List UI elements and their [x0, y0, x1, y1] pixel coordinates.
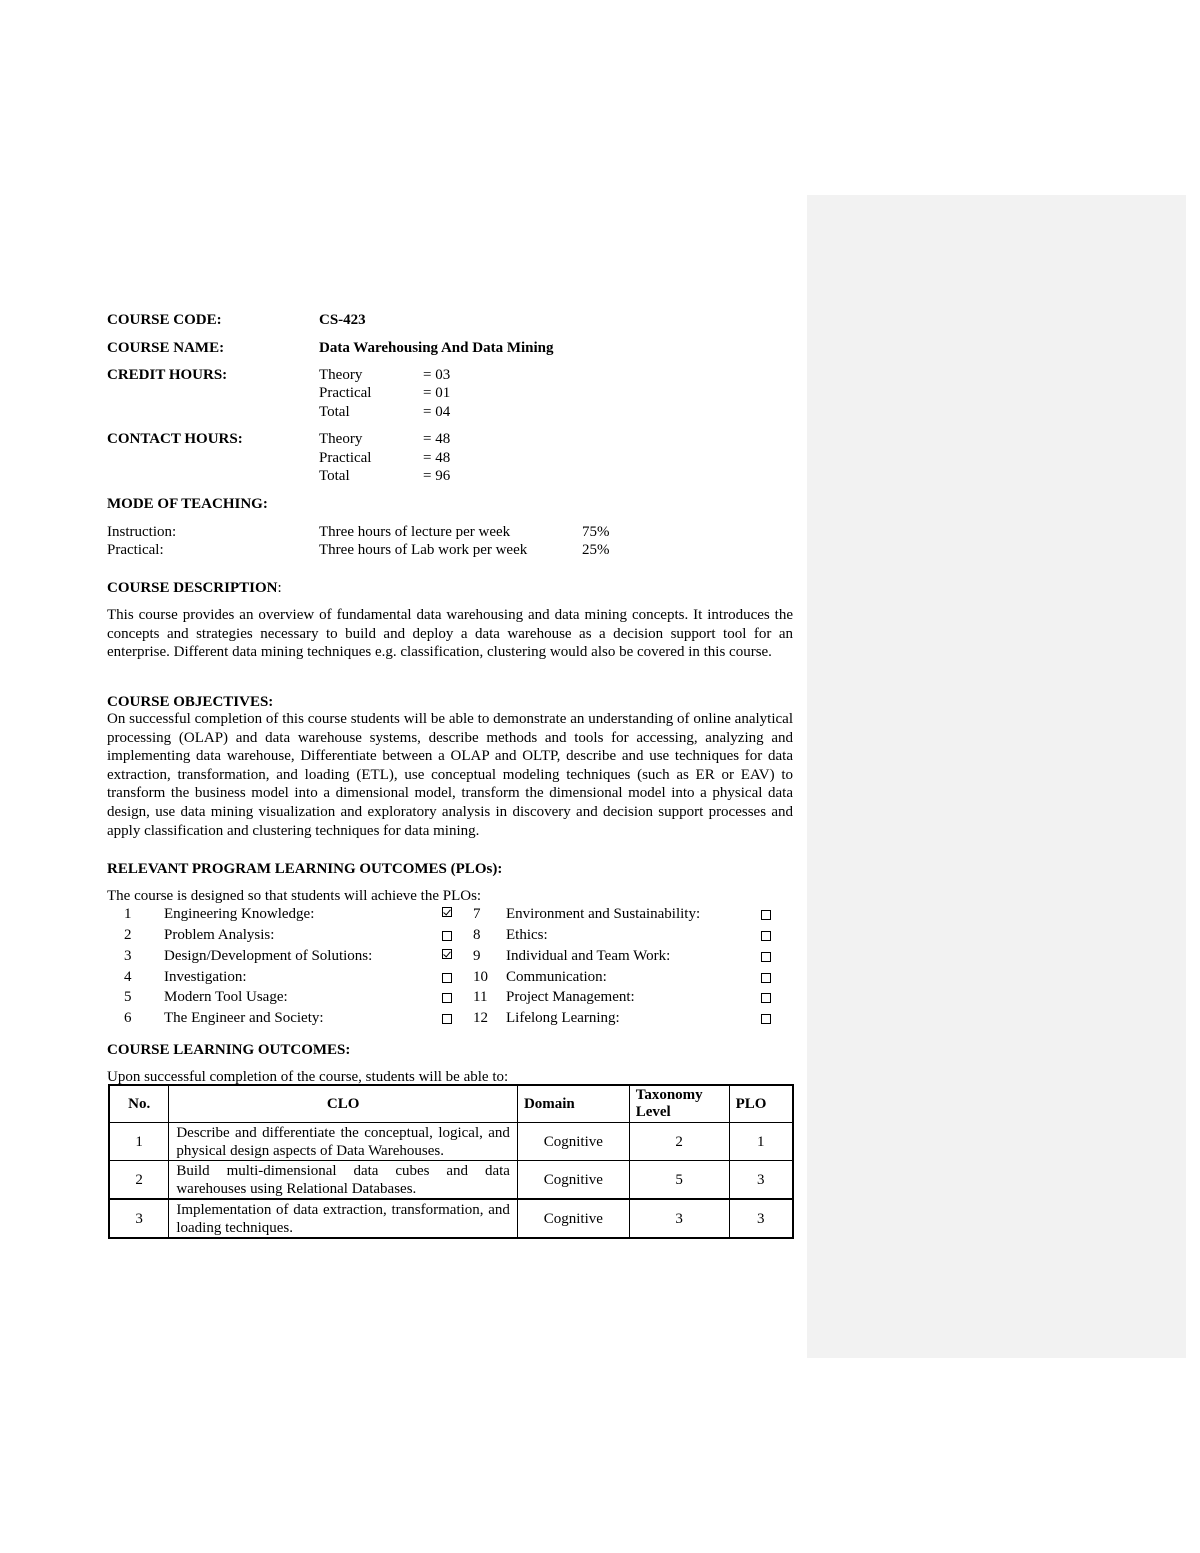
clo-plo: 3	[729, 1161, 793, 1200]
plo-label: Design/Development of Solutions:	[164, 948, 373, 964]
plo-8-checkbox[interactable]	[761, 931, 771, 941]
clo-text: Implementation of data extraction, transformation, and loading techniques.	[169, 1199, 518, 1238]
contact-total-value: = 96	[423, 468, 451, 484]
clo-domain: Cognitive	[517, 1123, 629, 1161]
clo-no: 1	[109, 1123, 169, 1161]
course-name: Data Warehousing And Data Mining	[319, 340, 554, 356]
course-description-text: This course provides an overview of fundamental data warehousing and data mining concepts. It introduces the concepts and strategies necessary to build and deploy a data warehouse as a decision support tool for an enterprise. Different data mining techniques e.g. classification, clustering would also be covered in this course.	[107, 607, 793, 661]
plo-label: Engineering Knowledge:	[164, 906, 315, 922]
course-code-label: COURSE CODE:	[107, 312, 222, 328]
plo-number: 4	[124, 969, 132, 985]
course-objectives-label: COURSE OBJECTIVES:	[107, 694, 274, 710]
course-code: CS-423	[319, 312, 366, 328]
plo-number: 9	[473, 948, 481, 964]
mode-instruction-label: Instruction:	[107, 524, 177, 540]
plo-number: 3	[124, 948, 132, 964]
contact-theory-value: = 48	[423, 431, 451, 447]
col-header-no: No.	[109, 1085, 169, 1123]
course-description-label: COURSE DESCRIPTION	[107, 580, 278, 596]
plo-7-checkbox[interactable]	[761, 910, 771, 920]
plo-label: Environment and Sustainability:	[506, 906, 701, 922]
clos-label: COURSE LEARNING OUTCOMES:	[107, 1042, 351, 1058]
mode-practical-pct: 25%	[582, 542, 610, 558]
clo-text: Describe and differentiate the conceptual, logical, and physical design aspects of Data Warehouses.	[169, 1123, 518, 1161]
credit-total-value: = 04	[423, 404, 451, 420]
clo-no: 2	[109, 1161, 169, 1200]
clo-domain: Cognitive	[517, 1199, 629, 1238]
clo-table	[108, 1084, 794, 1239]
plo-10-checkbox[interactable]	[761, 973, 771, 983]
clo-domain: Cognitive	[517, 1161, 629, 1200]
contact-practical-label: Practical	[319, 450, 372, 466]
clo-plo: 3	[729, 1199, 793, 1238]
clos-intro: Upon successful completion of the course, students will be able to:	[107, 1069, 509, 1085]
contact-total-label: Total	[319, 468, 350, 484]
clo-no: 3	[109, 1199, 169, 1238]
credit-total-label: Total	[319, 404, 350, 420]
mode-practical-label: Practical:	[107, 542, 164, 558]
table-row	[109, 1199, 793, 1238]
mode-instruction-desc: Three hours of lecture per week	[319, 524, 511, 540]
plo-number: 1	[124, 906, 132, 922]
clo-table-header	[109, 1085, 793, 1123]
table-row	[109, 1123, 793, 1161]
clo-text: Build multi-dimensional data cubes and data warehouses using Relational Databases.	[169, 1161, 518, 1200]
credit-practical-value: = 01	[423, 385, 451, 401]
credit-hours-label: CREDIT HOURS:	[107, 367, 228, 383]
plo-label: Lifelong Learning:	[506, 1010, 620, 1026]
table-row	[109, 1161, 793, 1200]
plo-number: 8	[473, 927, 481, 943]
col-header-domain: Domain	[517, 1085, 629, 1123]
credit-theory-value: = 03	[423, 367, 451, 383]
contact-hours-label: CONTACT HOURS:	[107, 431, 243, 447]
plo-number: 11	[473, 989, 488, 1005]
comment-pane	[807, 195, 1186, 1358]
clo-taxonomy-level: 3	[629, 1199, 729, 1238]
col-header-taxonomy-level: Taxonomy Level	[629, 1085, 729, 1123]
course-name-label: COURSE NAME:	[107, 340, 225, 356]
plo-1-checkbox[interactable]	[442, 907, 452, 917]
plo-4-checkbox[interactable]	[442, 973, 452, 983]
clo-taxonomy-level: 2	[629, 1123, 729, 1161]
mode-practical-desc: Three hours of Lab work per week	[319, 542, 528, 558]
plo-label: Individual and Team Work:	[506, 948, 671, 964]
plo-number: 2	[124, 927, 132, 943]
plo-number: 5	[124, 989, 132, 1005]
contact-practical-value: = 48	[423, 450, 451, 466]
plo-label: Communication:	[506, 969, 607, 985]
plo-number: 12	[473, 1010, 488, 1026]
plos-intro: The course is designed so that students will achieve the PLOs:	[107, 888, 482, 904]
plo-number: 10	[473, 969, 488, 985]
plo-label: Project Management:	[506, 989, 635, 1005]
plo-label: The Engineer and Society:	[164, 1010, 324, 1026]
col-header-clo: CLO	[169, 1085, 518, 1123]
plo-2-checkbox[interactable]	[442, 931, 452, 941]
plo-number: 7	[473, 906, 481, 922]
credit-practical-label: Practical	[319, 385, 372, 401]
plo-label: Investigation:	[164, 969, 247, 985]
plo-5-checkbox[interactable]	[442, 993, 452, 1003]
plo-6-checkbox[interactable]	[442, 1014, 452, 1024]
col-header-plo: PLO	[729, 1085, 793, 1123]
plo-3-checkbox[interactable]	[442, 949, 452, 959]
plo-11-checkbox[interactable]	[761, 993, 771, 1003]
plo-label: Ethics:	[506, 927, 548, 943]
plo-label: Problem Analysis:	[164, 927, 275, 943]
course-description-heading	[107, 579, 282, 597]
clo-plo: 1	[729, 1123, 793, 1161]
plo-9-checkbox[interactable]	[761, 952, 771, 962]
contact-theory-label: Theory	[319, 431, 363, 447]
plo-number: 6	[124, 1010, 132, 1026]
course-objectives-text: On successful completion of this course students will be able to demonstrate an understanding of online analytical processing (OLAP) and data warehouse systems, describe methods and tools for accessing, analyzing and implementing data warehouse, Differentiate between a OLAP and OLTP, describe and use techniques for data extraction, transformation, and loading (ETL), use conceptual modeling techniques (such as ER or EAV) to transform the business model into a dimensional model, transform the dimensional model into a physical data design, use data mining visualization and exploratory analysis in discovery and decision support processes and apply classification and clustering techniques for data mining.	[107, 711, 793, 839]
plo-label: Modern Tool Usage:	[164, 989, 288, 1005]
mode-of-teaching-label: MODE OF TEACHING:	[107, 496, 268, 512]
mode-instruction-pct: 75%	[582, 524, 610, 540]
course-description-colon: :	[277, 580, 282, 596]
plos-label: RELEVANT PROGRAM LEARNING OUTCOMES (PLOs):	[107, 861, 503, 877]
plo-12-checkbox[interactable]	[761, 1014, 771, 1024]
clo-taxonomy-level: 5	[629, 1161, 729, 1200]
credit-theory-label: Theory	[319, 367, 363, 383]
